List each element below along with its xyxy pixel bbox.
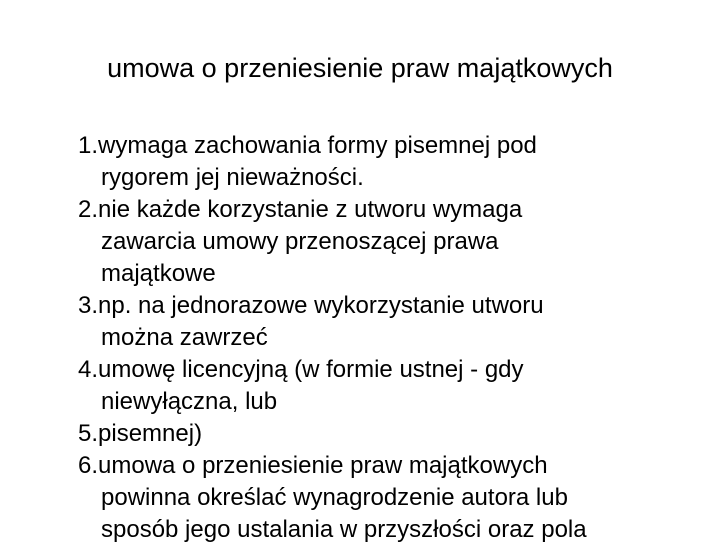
list-item-line bbox=[78, 194, 708, 226]
list-item-text: pisemnej) bbox=[98, 420, 203, 447]
list-item-number: 4. bbox=[78, 356, 99, 383]
list-item-5 bbox=[78, 418, 708, 450]
list-item-4 bbox=[78, 354, 708, 418]
slide-title: umowa o przeniesienie praw majątkowych bbox=[107, 53, 613, 83]
list-item-number: 3. bbox=[78, 292, 99, 319]
list-item-6 bbox=[78, 450, 708, 546]
list-item-line: można zawrzeć bbox=[101, 324, 268, 351]
numbered-list bbox=[78, 130, 708, 546]
list-item-line bbox=[78, 450, 708, 482]
list-item-line bbox=[78, 354, 708, 386]
list-item-3 bbox=[78, 290, 708, 354]
list-item-line: sposób jego ustalania w przyszłości oraz pola bbox=[101, 516, 587, 543]
list-item-number: 2. bbox=[78, 196, 99, 223]
list-item-1 bbox=[78, 130, 708, 194]
list-item-number: 6. bbox=[78, 452, 99, 479]
list-item-line bbox=[78, 418, 708, 450]
list-item-line bbox=[78, 290, 708, 322]
list-item-2 bbox=[78, 194, 708, 290]
list-item-line: powinna określać wynagrodzenie autora lub bbox=[101, 484, 568, 511]
list-item-text: wymaga zachowania formy pisemnej pod bbox=[98, 132, 537, 159]
list-item-number: 1. bbox=[78, 132, 99, 159]
list-item-line: majątkowe bbox=[101, 260, 216, 287]
list-item-line: zawarcia umowy przenoszącej prawa bbox=[101, 228, 499, 255]
list-item-text: umowę licencyjną (w formie ustnej - gdy bbox=[98, 356, 524, 383]
list-item-line bbox=[78, 130, 708, 162]
list-item-text: np. na jednorazowe wykorzystanie utworu bbox=[98, 292, 544, 319]
list-item-line: rygorem jej nieważności. bbox=[101, 164, 364, 191]
list-item-text: umowa o przeniesienie praw majątkowych bbox=[98, 452, 548, 479]
list-item-line: niewyłączna, lub bbox=[101, 388, 278, 415]
list-item-text: nie każde korzystanie z utworu wymaga bbox=[98, 196, 523, 223]
list-item-number: 5. bbox=[78, 420, 99, 447]
